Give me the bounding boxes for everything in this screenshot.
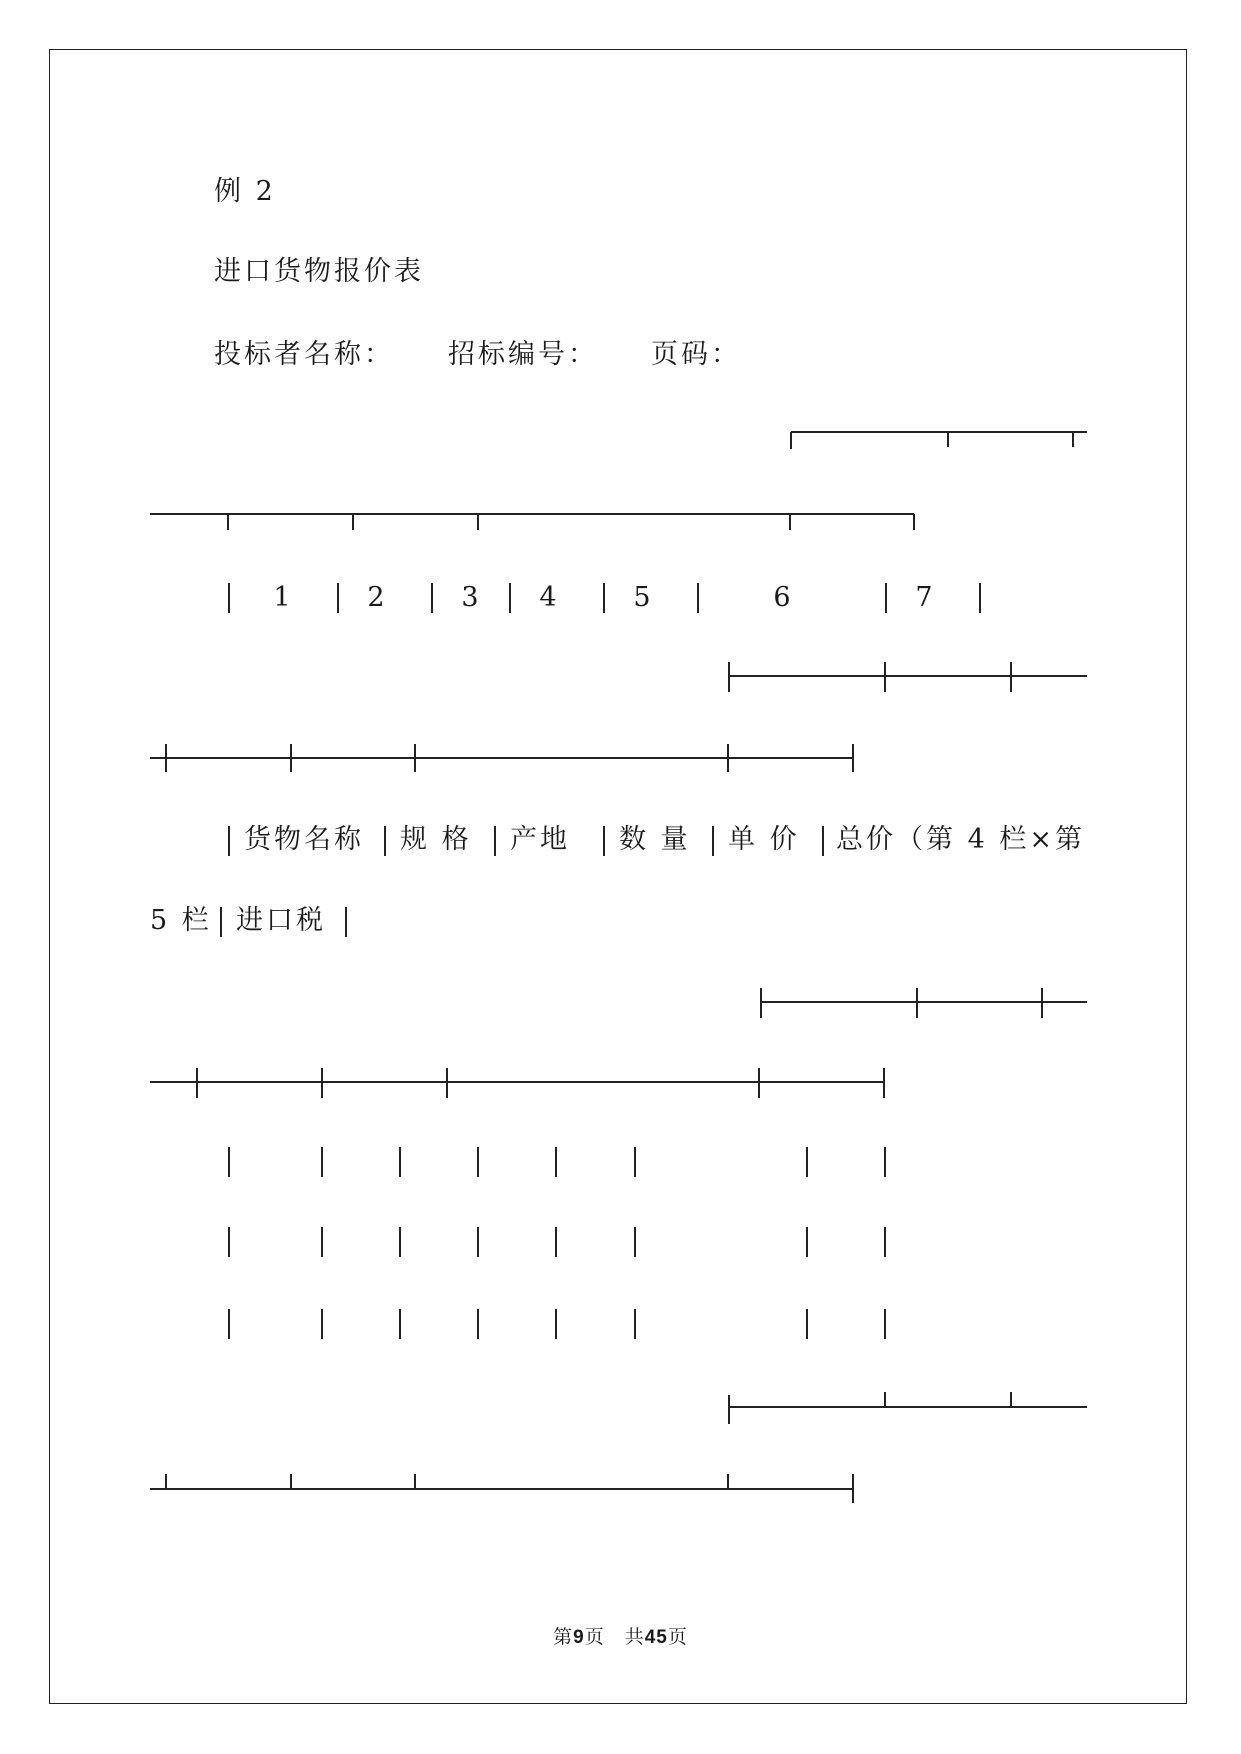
column-separator bbox=[399, 1147, 401, 1177]
column-separator bbox=[979, 583, 981, 613]
column-separator bbox=[228, 1147, 230, 1177]
column-number: 5 bbox=[633, 582, 651, 613]
column-header-total-price: 总价（第 4 栏×第 bbox=[836, 824, 1085, 855]
footer-total-pages: 45 bbox=[644, 1627, 668, 1648]
column-number: 4 bbox=[539, 582, 557, 613]
column-separator bbox=[321, 1147, 323, 1177]
column-separator bbox=[555, 1309, 557, 1339]
column-number: 7 bbox=[915, 582, 933, 613]
column-separator bbox=[399, 1309, 401, 1339]
column-separator bbox=[321, 1309, 323, 1339]
column-number: 2 bbox=[367, 582, 385, 613]
example-label: 例 2 bbox=[214, 176, 276, 207]
column-separator bbox=[384, 826, 386, 856]
column-header-origin: 产地 bbox=[510, 824, 570, 855]
column-header-unit-price: 单 价 bbox=[728, 824, 800, 855]
column-separator bbox=[477, 1147, 479, 1177]
column-number: 3 bbox=[461, 582, 479, 613]
column-separator bbox=[555, 1147, 557, 1177]
column-separator bbox=[634, 1309, 636, 1339]
tender-number-label: 招标编号： bbox=[448, 339, 598, 370]
column-separator bbox=[712, 826, 714, 856]
column-separator bbox=[884, 1147, 886, 1177]
column-separator bbox=[477, 1309, 479, 1339]
column-header-total-price-continued: 5 栏 bbox=[150, 905, 212, 936]
table-title: 进口货物报价表 bbox=[214, 256, 424, 287]
footer-prefix: 第 bbox=[553, 1626, 574, 1648]
column-separator bbox=[228, 826, 230, 856]
column-separator bbox=[337, 583, 339, 613]
column-header-import-tax: 进口税 bbox=[236, 905, 326, 936]
page-footer bbox=[0, 1622, 1241, 1649]
bidder-name-label: 投标者名称： bbox=[214, 339, 394, 370]
column-number: 1 bbox=[273, 582, 291, 613]
column-separator bbox=[806, 1147, 808, 1177]
footer-mid: 页 共 bbox=[584, 1626, 645, 1648]
column-separator bbox=[509, 583, 511, 613]
column-separator bbox=[884, 1309, 886, 1339]
column-separator bbox=[494, 826, 496, 856]
column-separator bbox=[555, 1227, 557, 1257]
column-separator bbox=[885, 583, 887, 613]
column-separator bbox=[431, 583, 433, 613]
column-separator bbox=[220, 907, 222, 937]
column-header-quantity: 数 量 bbox=[619, 824, 691, 855]
column-separator bbox=[634, 1227, 636, 1257]
column-separator bbox=[321, 1227, 323, 1257]
column-separator bbox=[822, 826, 824, 856]
footer-page-number: 9 bbox=[573, 1627, 585, 1648]
column-separator bbox=[603, 583, 605, 613]
column-separator bbox=[228, 1227, 230, 1257]
column-separator bbox=[806, 1227, 808, 1257]
column-separator bbox=[228, 583, 230, 613]
column-separator bbox=[634, 1147, 636, 1177]
column-separator bbox=[399, 1227, 401, 1257]
column-separator bbox=[228, 1309, 230, 1339]
page-number-label: 页码： bbox=[651, 339, 741, 370]
column-number: 6 bbox=[773, 582, 791, 613]
column-separator bbox=[477, 1227, 479, 1257]
column-separator bbox=[345, 907, 347, 937]
column-header-goods-name: 货物名称 bbox=[244, 824, 364, 855]
footer-suffix: 页 bbox=[667, 1626, 688, 1648]
column-separator bbox=[806, 1309, 808, 1339]
column-separator bbox=[603, 826, 605, 856]
column-separator bbox=[884, 1227, 886, 1257]
column-separator bbox=[697, 583, 699, 613]
column-header-specification: 规 格 bbox=[400, 824, 472, 855]
